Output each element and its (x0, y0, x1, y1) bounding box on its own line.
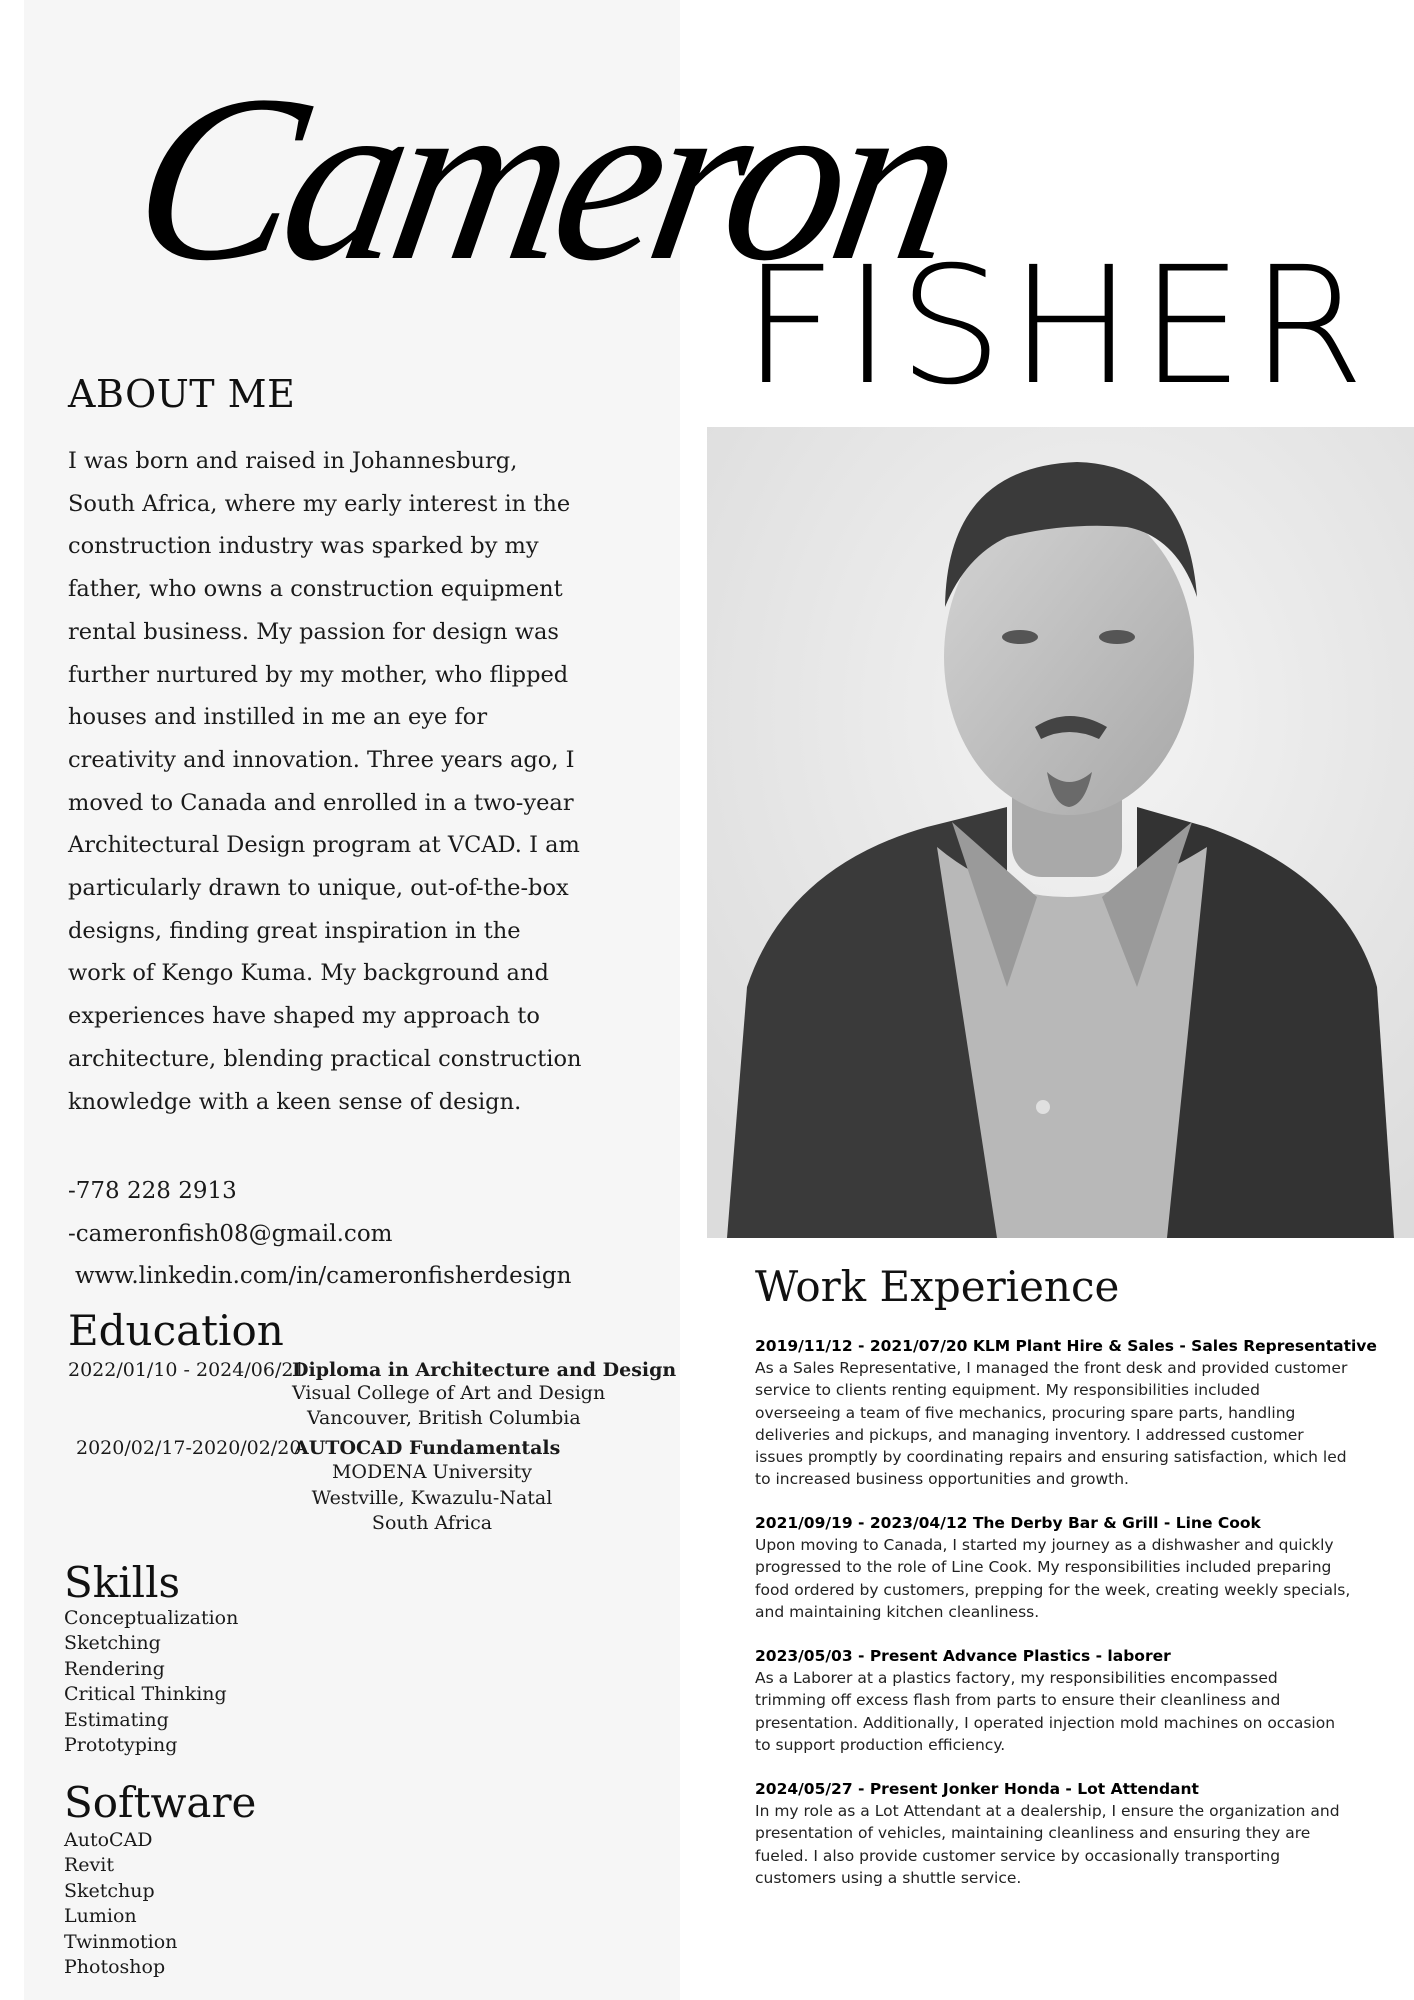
job-line: to support production efficiency. (755, 1735, 1006, 1754)
about-line: I was born and raised in Johannesburg, (68, 448, 518, 474)
skill-item: Estimating (64, 1708, 169, 1731)
about-body (68, 440, 588, 1123)
job-line: issues promptly by coordinating repairs and ensuring satisfaction, which led (755, 1448, 1347, 1467)
skill-item: Sketching (64, 1632, 161, 1655)
about-line: moved to Canada and enrolled in a two-year (68, 789, 574, 816)
software-item: AutoCAD (64, 1829, 153, 1851)
job-line: and maintaining kitchen cleanliness. (755, 1602, 1040, 1621)
education-school: MODENA University (331, 1461, 533, 1483)
about-line: work of Kengo Kuma. My background and (68, 960, 549, 987)
education-dates: 2020/02/17-2020/02/20 (76, 1437, 302, 1459)
software-item: Sketchup (64, 1879, 155, 1902)
job-line: Upon moving to Canada, I started my journey as a dishwasher and quickly (755, 1536, 1334, 1555)
software-item: Lumion (64, 1905, 137, 1928)
education-dates: 2022/01/10 - 2024/06/21 (68, 1359, 306, 1381)
job-heading: 2024/05/27 - Present Jonker Honda - Lot Attendant (755, 1780, 1199, 1798)
education-title: Education (68, 1306, 284, 1355)
work-experience-title: Work Experience (755, 1262, 1120, 1311)
about-line: architecture, blending practical construction (68, 1045, 582, 1072)
about-line: houses and instilled in me an eye for (68, 704, 488, 731)
job-line: overseeing a team of five mechanics, procuring spare parts, handling (755, 1403, 1296, 1422)
education-school: Visual College of Art and Design (292, 1382, 606, 1404)
software-item: Photoshop (64, 1956, 166, 1979)
job-line: presentation of vehicles, maintaining cleanliness and ensuring they are (755, 1824, 1311, 1843)
about-line: father, who owns a construction equipment (68, 576, 563, 603)
about-title: ABOUT ME (68, 372, 296, 416)
job-line: presentation. Additionally, I operated injection mold machines on occasion (755, 1713, 1336, 1732)
job-line: fueled. I also provide customer service by occasionally transporting (755, 1846, 1281, 1865)
skill-item: Prototyping (64, 1734, 178, 1757)
profile-photo (707, 427, 1414, 1238)
job-line: food ordered by customers, prepping for the week, creating weekly specials, (755, 1580, 1351, 1599)
skills-list (64, 1606, 238, 1758)
phone-number: -778 228 2913 (68, 1178, 237, 1204)
job-line: customers using a shuttle service. (755, 1868, 1022, 1887)
about-line: Architectural Design program at VCAD. I am (68, 832, 580, 859)
job-line: service to clients renting equipment. My responsibilities included (755, 1381, 1260, 1400)
education-location: Vancouver, British Columbia (307, 1407, 581, 1429)
skill-item: Conceptualization (64, 1607, 239, 1629)
contact-info (68, 1170, 571, 1298)
skills-title: Skills (64, 1558, 181, 1607)
software-item: Revit (64, 1854, 114, 1877)
education-program: AUTOCAD Fundamentals (294, 1437, 561, 1459)
job-line: to increased business opportunities and growth. (755, 1470, 1129, 1489)
job-heading: 2019/11/12 - 2021/07/20 KLM Plant Hire & Sales - Sales Representative (755, 1337, 1377, 1355)
about-line: particularly drawn to unique, out-of-the-box (68, 875, 569, 902)
skill-item: Critical Thinking (64, 1683, 227, 1706)
software-list (64, 1828, 177, 1980)
about-line: further nurtured by my mother, who flipped (68, 661, 569, 688)
job-line: deliveries and pickups, and managing inventory. I addressed customer (755, 1425, 1304, 1444)
job-line: progressed to the role of Line Cook. My responsibilities included preparing (755, 1558, 1332, 1577)
first-name-script: Cameron (116, 47, 971, 310)
software-title: Software (64, 1778, 257, 1827)
about-line: creativity and innovation. Three years ago, I (68, 746, 575, 773)
education-location: South Africa (371, 1512, 493, 1534)
job-heading: 2023/05/03 - Present Advance Plastics - laborer (755, 1647, 1171, 1665)
education-location: Westville, Kwazulu-Natal (311, 1487, 553, 1509)
job-line: As a Laborer at a plastics factory, my responsibilities encompassed (755, 1669, 1278, 1688)
education-program: Diploma in Architecture and Design (292, 1359, 677, 1381)
skill-item: Rendering (64, 1657, 165, 1680)
job-entry (755, 1335, 1375, 1490)
about-line: knowledge with a keen sense of design. (68, 1088, 522, 1115)
about-line: designs, finding great inspiration in the (68, 917, 521, 944)
about-line: construction industry was sparked by my (68, 533, 539, 560)
job-entry (755, 1778, 1375, 1889)
job-line: In my role as a Lot Attendant at a dealership, I ensure the organization and (755, 1802, 1340, 1821)
last-name: FISHER (742, 233, 1371, 421)
about-line: rental business. My passion for design was (68, 618, 559, 645)
about-line: experiences have shaped my approach to (68, 1003, 540, 1030)
software-item: Twinmotion (64, 1930, 178, 1953)
email-address[interactable]: -cameronfish08@gmail.com (68, 1220, 393, 1247)
about-line: South Africa, where my early interest in the (68, 490, 571, 517)
job-entry (755, 1645, 1375, 1756)
linkedin-link[interactable]: www.linkedin.com/in/cameronfisherdesign (75, 1263, 572, 1289)
job-heading: 2021/09/19 - 2023/04/12 The Derby Bar & Grill - Line Cook (755, 1514, 1261, 1532)
job-entry (755, 1512, 1375, 1623)
job-line: As a Sales Representative, I managed the front desk and provided customer (755, 1359, 1348, 1378)
job-line: trimming off excess flash from parts to ensure their cleanliness and (755, 1691, 1281, 1710)
